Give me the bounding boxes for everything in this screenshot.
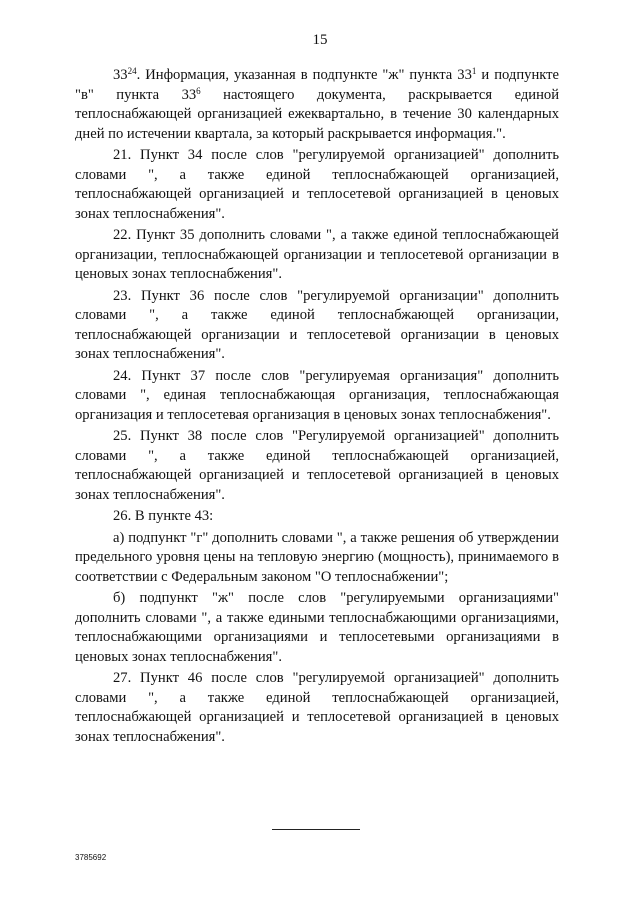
superscript: 24 <box>127 66 137 76</box>
footnote-divider <box>272 829 360 830</box>
paragraph-27: 27. Пункт 46 после слов "регулируемой организацией" дополнить словами ", а также единой теплоснабжающей организацией, теплоснабжающей организацией и теплосетевой организацией в ценовых зонах теплоснабжения". <box>75 670 559 745</box>
paragraph-24: 24. Пункт 37 после слов "регулируемая организация" дополнить словами ", единая теплоснабжающая организация, теплоснабжающая организация и теплосетевая организация в ценовых зонах теплоснабжения". <box>75 367 559 423</box>
document-code: 3785692 <box>75 853 107 862</box>
paragraph-26: 26. В пункте 43: <box>113 508 214 524</box>
superscript: 6 <box>196 85 201 96</box>
paragraph-prefix: 33 <box>113 67 128 83</box>
paragraph-26-a: а) подпункт "г" дополнить словами ", а также решения об утверждении предельного уровня цены на тепловую энергию (мощность), принимаемого в соответствии с Федеральным законом "О теплоснабжении"; <box>75 529 559 585</box>
paragraph-23: 23. Пункт 36 после слов "регулируемой организации" дополнить словами ", а также единой теплоснабжающей организации, теплоснабжающей организации и теплосетевой организации в ценовых зонах теплоснабжения". <box>75 287 559 362</box>
paragraph-text: . Информация, указанная в подпункте "ж" пункта 33 <box>136 67 472 83</box>
document-body <box>75 66 559 749</box>
superscript: 1 <box>471 66 477 76</box>
paragraph-33-24 <box>75 66 559 144</box>
paragraph-text: и подпункте "в" пункта 33 <box>75 67 560 103</box>
paragraph-22: 22. Пункт 35 дополнить словами ", а также единой теплоснабжающей организации, теплоснабжающей организации и теплосетевой организации в ценовых зонах теплоснабжения". <box>75 227 559 282</box>
paragraph-21: 21. Пункт 34 после слов "регулируемой организацией" дополнить словами ", а также единой теплоснабжающей организацией, теплоснабжающей организацией и теплосетевой организацией в ценовых зонах теплоснабжения". <box>75 147 559 222</box>
paragraph-26-b: б) подпункт "ж" после слов "регулируемыми организациями" дополнить словами ", а также едиными теплоснабжающими организациями, теплоснабжающими организациями и теплосетевыми организациями в ценовых зонах теплоснабжения". <box>75 590 559 665</box>
paragraph-text: настоящего документа, раскрывается единой теплоснабжающей организацией ежеквартально, в течение 30 календарных дней по истечении квартала, за который раскрывается информация.". <box>75 86 560 142</box>
paragraph-25: 25. Пункт 38 после слов "Регулируемой организацией" дополнить словами ", а также единой теплоснабжающей организацией, теплоснабжающей организацией и теплосетевой организацией в ценовых зонах теплоснабжения". <box>75 428 559 503</box>
page-number: 15 <box>312 32 328 48</box>
